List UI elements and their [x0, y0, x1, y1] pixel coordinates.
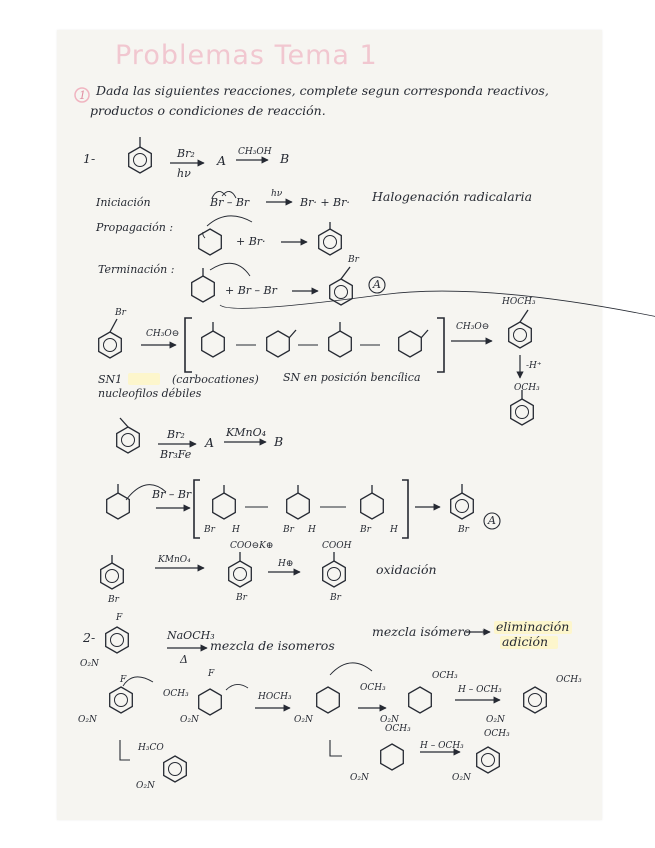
initiation-equation: Br – Br [210, 196, 250, 209]
initiation-label: Iniciación [96, 196, 151, 209]
mech3-h-och3-1: H – OCH₃ [458, 685, 502, 695]
r2-product-br: Br [458, 525, 469, 535]
r2-product-tag: A [488, 514, 496, 527]
mech3-o2n-6: O₂N [136, 781, 155, 791]
mech3-o2n-4: O₂N [380, 715, 399, 725]
mech3-och3-5: OCH₃ [385, 724, 411, 734]
mech3-hoch3: HOCH₃ [258, 692, 292, 702]
r3-reagent-top: NaOCH₃ [167, 629, 215, 642]
mech3-h-och3-2: H – OCH₃ [420, 741, 464, 751]
sn1-nucleophile: CH₃O⊖ [146, 329, 180, 339]
instruction-line-2: productos o condiciones de reacción. [90, 103, 326, 118]
instruction-line-1: Dada las siguientes reacciones, complete segun corresponda reactivos, [96, 83, 549, 98]
mech3-o2n-1: O₂N [78, 715, 97, 725]
r2-reagent-bottom: Br₃Fe [160, 448, 192, 461]
page-title: Problemas Tema 1 [115, 40, 378, 71]
mech3-och3-4: OCH₃ [556, 675, 582, 685]
problem-number: 1 [79, 89, 86, 102]
r1-reagent-top: Br₂ [177, 147, 195, 160]
product-br-label: Br [348, 255, 359, 265]
r3-reagent-bottom: Δ [180, 653, 188, 666]
mech3-f-2: F [208, 669, 215, 679]
r1-product-b: B [280, 151, 290, 166]
termination-label: Terminación : [98, 263, 175, 276]
sn1-note-sn1: SN1 [98, 373, 123, 386]
r2-reagent-top: Br₂ [167, 428, 185, 441]
mech3-o2n-2: O₂N [180, 715, 199, 725]
mech3-f-1: F [120, 675, 127, 685]
sn1-step-note: -H⁺ [526, 361, 542, 371]
r1-reagent-2: CH₃OH [238, 147, 272, 157]
oxidation-mid-br: Br [236, 593, 247, 603]
sigma-complex-br-2: Br [283, 525, 294, 535]
sn1-final-product: OCH₃ [514, 383, 540, 393]
sigma-complex-br-3: Br [360, 525, 371, 535]
sn1-note-carbocations: (carbocationes) [172, 373, 259, 386]
oxidation-step: H⊕ [278, 559, 294, 569]
sn1-note-benzylic: SN en posición bencílica [283, 371, 421, 384]
r3-sub-no2: O₂N [80, 659, 99, 669]
r3-result: mezcla de isomeros [210, 638, 335, 653]
r3-note-addition: adición [502, 634, 549, 649]
reaction-number-2: 2- [83, 630, 96, 645]
reaction-type-note: Halogenación radicalaria [372, 189, 533, 204]
termination-reagent: + Br – Br [225, 284, 277, 297]
toluene-r1 [129, 137, 152, 173]
oxidation-reagent: KMnO₄ [158, 555, 191, 565]
r2-product-b: B [274, 434, 284, 449]
sn1-substituent-br: Br [115, 308, 126, 318]
oxidation-mid-sub: COO⊖K⊕ [230, 541, 274, 551]
mech3-o2n-7: O₂N [350, 773, 369, 783]
oxidation-start-br: Br [108, 595, 119, 605]
mech3-och3-6: OCH₃ [484, 729, 510, 739]
oxidation-note: oxidación [376, 562, 437, 577]
r3-note-elimination: eliminación [496, 619, 570, 634]
r3-note-isomer: mezcla isómero → [372, 624, 486, 639]
mech3-och3-3: OCH₃ [432, 671, 458, 681]
r2-mech-reagent: Br – Br [152, 488, 192, 501]
product-a-tag: A [373, 278, 381, 291]
r1-product-a: A [217, 153, 227, 168]
mech3-h3co: H₃CO [138, 743, 164, 753]
oxidation-end-br: Br [330, 593, 341, 603]
mech3-o2n-5: O₂N [486, 715, 505, 725]
initiation-hv: hν [271, 189, 283, 199]
r3-sub-f: F [116, 613, 123, 623]
propagation-plus-br: + Br· [236, 235, 266, 248]
mech3-och3-1: OCH₃ [163, 689, 189, 699]
mech3-o2n-8: O₂N [452, 773, 471, 783]
sigma-complex-h-3: H [390, 525, 398, 535]
sn1-nucleophile-2: CH₃O⊖ [456, 322, 490, 332]
sigma-complex-h-2: H [308, 525, 316, 535]
sigma-complex-h-1: H [232, 525, 240, 535]
highlight-mark [128, 373, 160, 385]
reaction-number-1: 1- [83, 151, 96, 166]
oxidation-end-sub: COOH [322, 541, 352, 551]
r2-reagent-2: KMnO₄ [226, 426, 266, 439]
propagation-label: Propagación : [96, 221, 174, 234]
r2-product-a: A [205, 435, 215, 450]
sn1-note-weak-nucleophiles: nucleofilos débiles [98, 387, 202, 400]
r1-reagent-bottom: hν [177, 167, 191, 180]
mech3-och3-2: OCH₃ [360, 683, 386, 693]
mech3-o2n-3: O₂N [294, 715, 313, 725]
sn1-product-top: HOCH₃ [502, 297, 536, 307]
initiation-products: Br· + Br· [300, 196, 350, 209]
sigma-complex-br-1: Br [204, 525, 215, 535]
